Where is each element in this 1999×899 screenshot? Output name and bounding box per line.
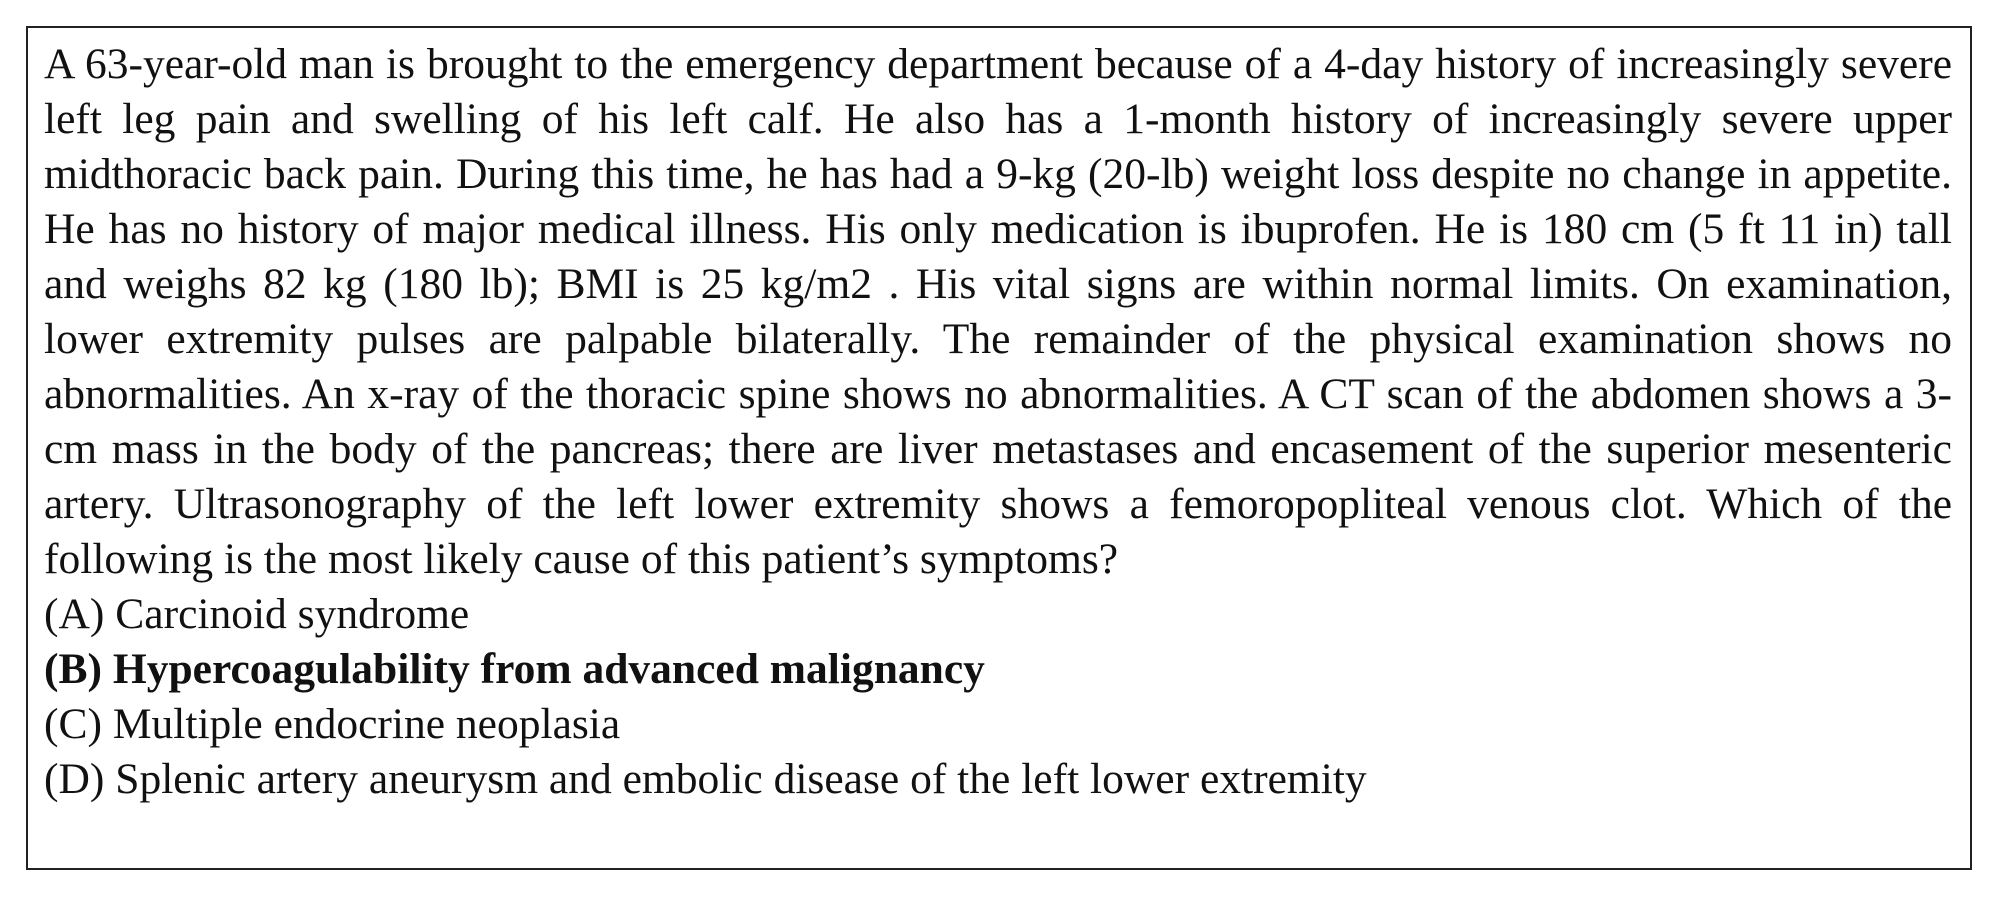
option-a: (A) Carcinoid syndrome [44,590,470,638]
answer-options [44,587,1952,807]
question-stem: A 63-year-old man is brought to the emergency department because of a 4-day history of increasingly severe left leg pain and swelling of his left calf. He also has a 1-month history of increasingly severe upper midthoracic back pain. During this time, he has had a 9-kg (20-lb) weight loss despite no change in appetite. He has no history of major medical illness. His only medication is ibuprofen. He is 180 cm (5 ft 11 in) tall and weighs 82 kg (180 lb); BMI is 25 kg/m2 . His vital signs are within normal limits. On examination, lower extremity pulses are palpable bilaterally. The remainder of the physical examination shows no abnormalities. An x-ray of the thoracic spine shows no abnormalities. A CT scan of the abdomen shows a 3-cm mass in the body of the pancreas; there are liver metastases and encasement of the superior mesenteric artery. Ultrasonography of the left lower extremity shows a femoropopliteal venous clot. Which of the following is the most likely cause of this patient’s symptoms? [44,40,1952,583]
question-box [26,26,1972,870]
option-d: (D) Splenic artery aneurysm and embolic disease of the left lower extremity [44,755,1367,803]
option-c: (C) Multiple endocrine neoplasia [44,700,621,748]
option-b-correct: (B) Hypercoagulability from advanced malignancy [44,645,985,693]
